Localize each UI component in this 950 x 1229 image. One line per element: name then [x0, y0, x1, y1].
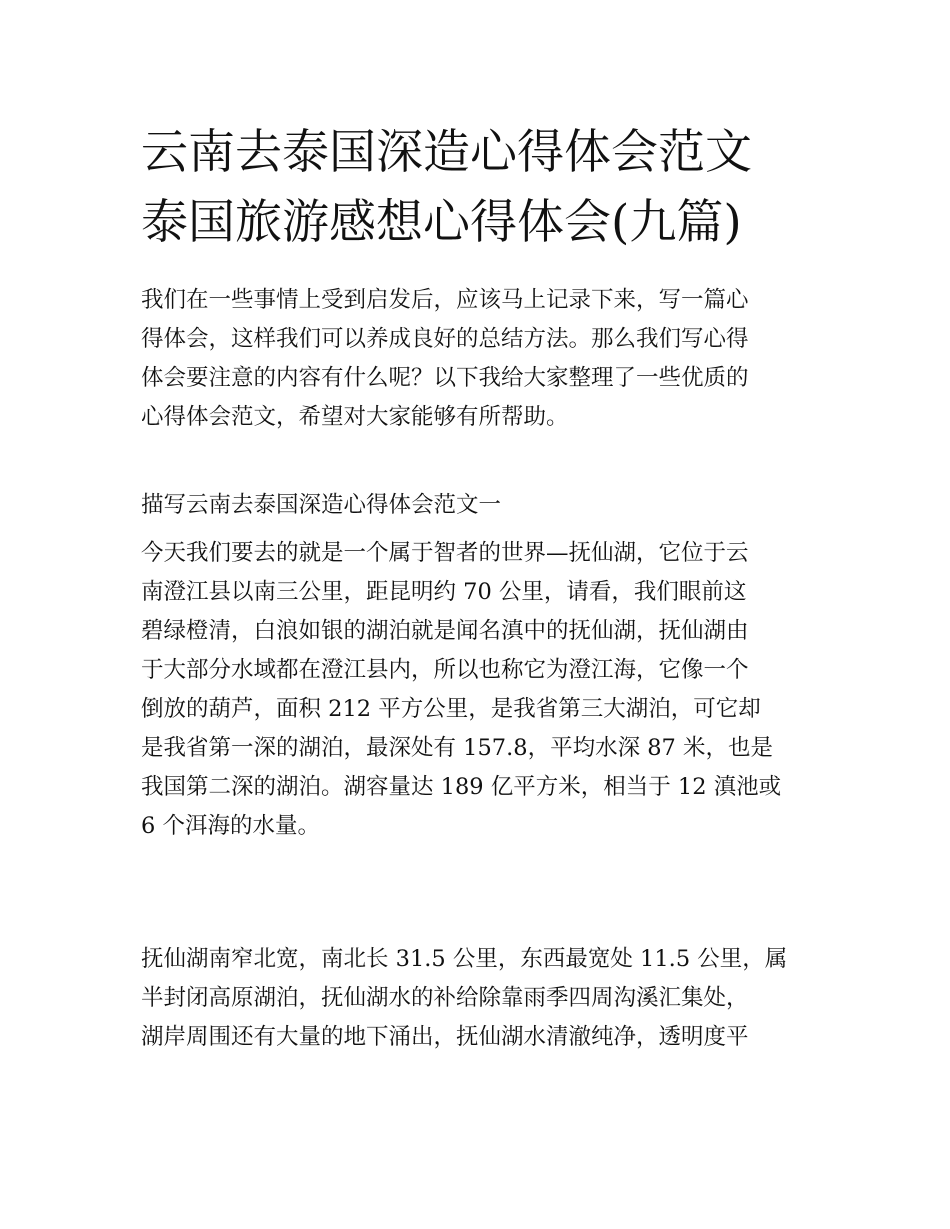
- text-line: 得体会，这样我们可以养成良好的总结方法。那么我们写心得: [141, 326, 749, 352]
- section-subheading: [141, 486, 813, 525]
- text-line: 倒放的葫芦，面积 212 平方公里，是我省第三大湖泊，可它却: [141, 696, 761, 722]
- text-line: 是我省第一深的湖泊，最深处有 157.8，平均水深 87 米，也是: [141, 735, 774, 761]
- text-line: 半封闭高原湖泊，抚仙湖水的补给除靠雨季四周沟溪汇集处，: [141, 985, 749, 1011]
- text-line: 碧绿橙清，白浪如银的湖泊就是闻名滇中的抚仙湖，抚仙湖由: [141, 618, 749, 644]
- text-line: 抚仙湖南窄北宽，南北长 31.5 公里，东西最宽处 11.5 公里，属: [141, 946, 788, 972]
- body-paragraph-2: [141, 940, 813, 1057]
- title-line: 泰国旅游感想心得体会(九篇): [141, 195, 742, 250]
- text-line: 体会要注意的内容有什么呢？以下我给大家整理了一些优质的: [141, 365, 749, 391]
- text-line: 我国第二深的湖泊。湖容量达 189 亿平方米，相当于 12 滇池或: [141, 774, 782, 800]
- title-line: 云南去泰国深造心得体会范文: [141, 125, 752, 180]
- subheading-text: 描写云南去泰国深造心得体会范文一: [141, 492, 502, 518]
- text-line: 南澄江县以南三公里，距昆明约 70 公里，请看，我们眼前这: [141, 579, 747, 605]
- body-paragraph-1: [141, 534, 813, 846]
- text-line: 于大部分水域都在澄江县内，所以也称它为澄江海，它像一个: [141, 657, 749, 683]
- text-line: 今天我们要去的就是一个属于智者的世界—抚仙湖，它位于云: [141, 540, 749, 566]
- text-line: 湖岸周围还有大量的地下涌出，抚仙湖水清澈纯净，透明度平: [141, 1024, 749, 1050]
- text-line: 6 个洱海的水量。: [141, 813, 320, 839]
- text-line: 我们在一些事情上受到启发后，应该马上记录下来，写一篇心: [141, 287, 749, 313]
- intro-paragraph: [141, 281, 813, 437]
- document-title: [141, 118, 831, 258]
- text-line: 心得体会范文，希望对大家能够有所帮助。: [141, 404, 569, 430]
